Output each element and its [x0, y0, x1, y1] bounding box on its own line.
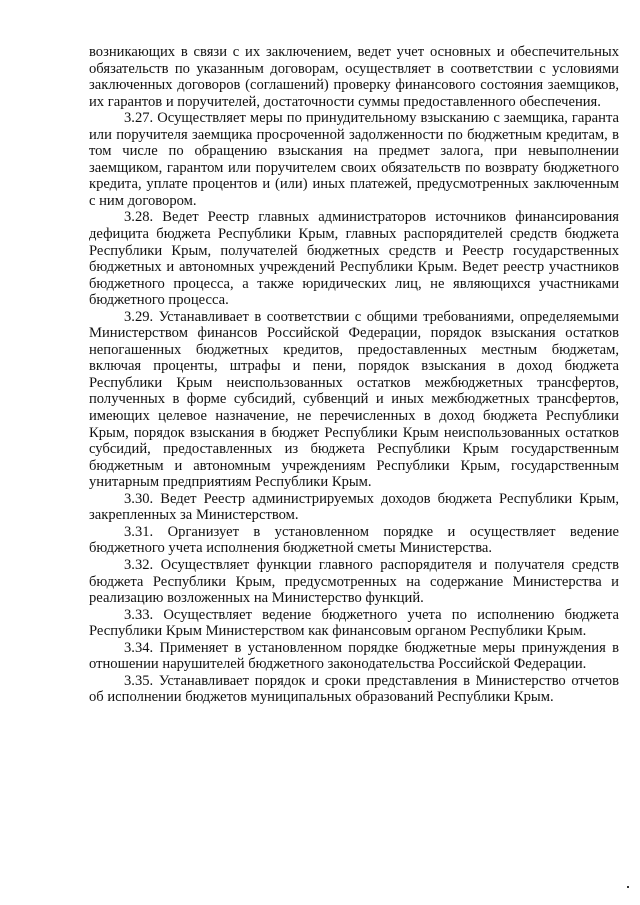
- scan-dot-mark: [627, 886, 629, 888]
- paragraph-3-32: 3.32. Осуществляет функции главного распорядителя и получателя средств бюджета Республики Крым, предусмотренных на содержание Министерства и реализацию возложенных на Министерство функций.: [89, 556, 619, 607]
- paragraph-3-35: 3.35. Устанавливает порядок и сроки представления в Министерство отчетов об исполнении бюджетов муниципальных образований Республики Крым.: [89, 672, 619, 706]
- paragraph-3-28: 3.28. Ведет Реестр главных администраторов источников финансирования дефицита бюджета Республики Крым, главных распорядителей средств бюджета Республики Крым, получателей бюджетных средств и Реестр государственных бюджетных и автономных учреждений Республики Крым. Ведет реестр участников бюджетного процесса, а также юридических лиц, не являющихся участниками бюджетного процесса.: [89, 209, 619, 309]
- paragraph-continuation: возникающих в связи с их заключением, ведет учет основных и обеспечительных обязательств по указанным договорам, осуществляет в соответствии с условиями заключенных договоров (соглашений) проверку финансового состояния заемщиков, их гарантов и поручителей, достаточности суммы предоставленного обеспечения.: [89, 44, 619, 110]
- paragraph-3-29: 3.29. Устанавливает в соответствии с общими требованиями, определяемыми Министерством финансов Российской Федерации, порядок взыскания остатков непогашенных бюджетных кредитов, предоставленных местным бюджетам, включая проценты, штрафы и пени, порядок взыскания в доход бюджета Республики Крым неиспользованных остатков межбюджетных трансфертов, полученных в форме субсидий, субвенций и иных межбюджетных трансфертов, имеющих целевое назначение, не перечисленных в доход бюджета Республики Крым, порядок взыскания в бюджет Республики Крым неиспользованных остатков субсидий, предоставленных из бюджета Республики Крым государственным бюджетным и автономным учреждениям Республики Крым, государственным унитарным предприятиям Республики Крым.: [89, 308, 619, 491]
- paragraph-3-34: 3.34. Применяет в установленном порядке бюджетные меры принуждения в отношении нарушителей бюджетного законодательства Российской Федерации.: [89, 639, 619, 673]
- paragraph-3-33: 3.33. Осуществляет ведение бюджетного учета по исполнению бюджета Республики Крым Министерством как финансовым органом Республики Крым.: [89, 606, 619, 640]
- document-page: [89, 44, 619, 706]
- paragraph-3-30: 3.30. Ведет Реестр администрируемых доходов бюджета Республики Крым, закрепленных за Министерством.: [89, 490, 619, 524]
- paragraph-3-31: 3.31. Организует в установленном порядке и осуществляет ведение бюджетного учета исполнения бюджетной сметы Министерства.: [89, 523, 619, 557]
- paragraph-3-27: 3.27. Осуществляет меры по принудительному взысканию с заемщика, гаранта или поручителя заемщика просроченной задолженности по бюджетным кредитам, в том числе по обращению взыскания на предмет залога, при невыполнении заемщиком, гарантом или поручителем своих обязательств по возврату бюджетного кредита, уплате процентов и (или) иных платежей, предусмотренных заключенным с ним договором.: [89, 110, 619, 209]
